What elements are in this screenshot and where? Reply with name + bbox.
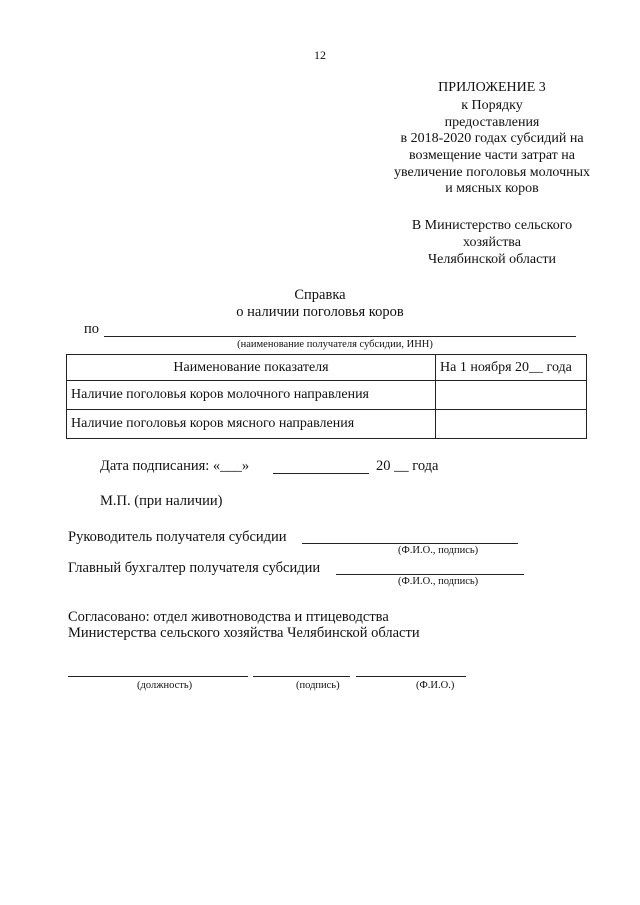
position-line[interactable] xyxy=(68,676,248,677)
seal-note: М.П. (при наличии) xyxy=(100,493,223,509)
row-indicator: Наличие поголовья коров мясного направления xyxy=(67,410,436,439)
page-number: 12 xyxy=(314,48,326,62)
fio-caption: (Ф.И.О.) xyxy=(416,680,455,691)
signature-line[interactable] xyxy=(253,676,350,677)
cows-table xyxy=(66,354,587,439)
appendix-line: предоставления xyxy=(444,115,540,130)
recipient-input-line[interactable] xyxy=(104,336,576,337)
header-indicator: Наименование показателя xyxy=(67,355,436,381)
approval-line: Согласовано: отдел животноводства и птицеводства xyxy=(68,609,389,625)
signing-date-label: Дата подписания: «___» xyxy=(100,458,250,474)
addressee-line: хозяйства xyxy=(463,235,521,250)
signature-caption: (подпись) xyxy=(296,680,340,691)
appendix-line: увеличение поголовья молочных xyxy=(393,165,591,180)
recipient-caption: (наименование получателя субсидии, ИНН) xyxy=(237,339,433,350)
head-label: Руководитель получателя субсидии xyxy=(68,529,287,545)
appendix-line: в 2018-2020 годах субсидий на xyxy=(400,131,584,146)
appendix-line: и мясных коров xyxy=(445,181,539,196)
approval-line: Министерства сельского хозяйства Челябинской области xyxy=(68,625,420,641)
table-header-row xyxy=(67,355,587,381)
by-label: по xyxy=(84,321,100,337)
accountant-caption: (Ф.И.О., подпись) xyxy=(398,576,479,587)
table-row xyxy=(67,381,587,410)
head-caption: (Ф.И.О., подпись) xyxy=(398,545,479,556)
row-indicator: Наличие поголовья коров молочного направления xyxy=(67,381,436,410)
row-value-cell[interactable] xyxy=(436,381,587,410)
appendix-line: возмещение части затрат на xyxy=(408,148,576,163)
table-row xyxy=(67,410,587,439)
addressee-line: В Министерство сельского xyxy=(411,218,573,233)
accountant-signature-line[interactable] xyxy=(336,574,524,575)
signing-date-year: 20 __ года xyxy=(376,458,439,474)
fio-line[interactable] xyxy=(356,676,466,677)
signing-month-line[interactable] xyxy=(273,473,369,474)
head-signature-line[interactable] xyxy=(302,543,518,544)
header-date: На 1 ноября 20__ года xyxy=(436,355,587,381)
document-subtitle: о наличии поголовья коров xyxy=(236,304,404,320)
position-caption: (должность) xyxy=(137,680,193,691)
row-value-cell[interactable] xyxy=(436,410,587,439)
document-title: Справка xyxy=(294,287,346,303)
appendix-line: к Порядку xyxy=(461,98,523,113)
accountant-label: Главный бухгалтер получателя субсидии xyxy=(68,560,321,576)
appendix-title: ПРИЛОЖЕНИЕ 3 xyxy=(438,80,546,95)
addressee-line: Челябинской области xyxy=(428,252,556,267)
